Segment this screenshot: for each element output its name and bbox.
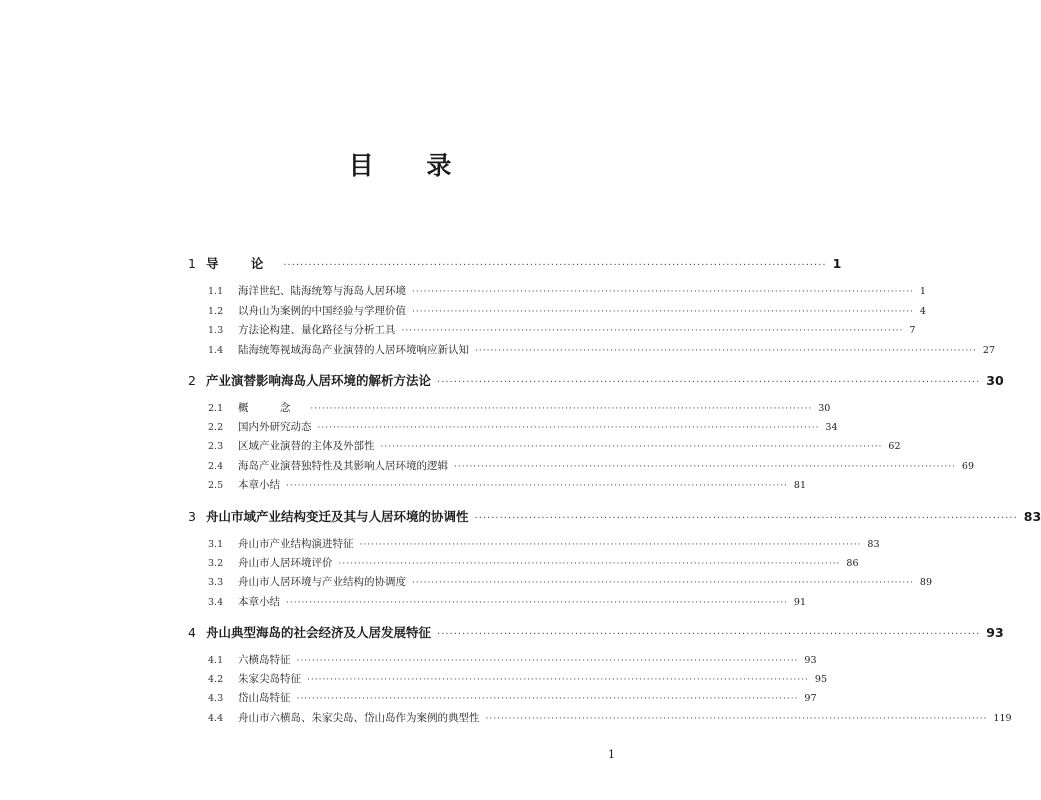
section-title: 方法论构建、量化路径与分析工具	[238, 324, 396, 336]
section-number: 3.3	[208, 577, 224, 588]
leader-dots: ··································································································································	[437, 629, 981, 640]
page-ref: 83	[1023, 509, 1041, 524]
toc-section-3-2[interactable]	[188, 555, 859, 570]
section-number: 2.4	[208, 461, 224, 472]
section-number: 3.1	[208, 539, 224, 550]
page-ref: 97	[804, 693, 817, 704]
section-title: 朱家尖岛特征	[238, 673, 301, 685]
leader-dots: ··································································································································	[437, 377, 981, 388]
section-title: 海洋世纪、陆海统筹与海岛人居环境	[238, 285, 406, 297]
page-ref: 30	[986, 373, 1004, 388]
section-title: 国内外研究动态	[238, 421, 312, 433]
leader-dots: ··································································································································	[474, 513, 1018, 524]
page-ref: 1	[919, 286, 926, 297]
page-title: 目 录	[348, 151, 474, 180]
chapter-number: 1	[188, 256, 196, 271]
section-number: 4.1	[208, 655, 224, 666]
page-ref: 83	[867, 539, 880, 550]
toc-chapter-1[interactable]	[188, 254, 842, 272]
toc-section-4-4[interactable]	[188, 710, 1012, 725]
section-title: 区域产业演替的主体及外部性	[238, 440, 375, 452]
leader-dots: ··································································································································	[380, 442, 883, 452]
section-title: 海岛产业演替独特性及其影响人居环境的逻辑	[238, 460, 448, 472]
page-ref: 119	[993, 713, 1012, 724]
page-ref: 69	[961, 461, 975, 472]
page-ref: 7	[909, 325, 916, 336]
toc-chapter-2[interactable]	[188, 371, 1004, 389]
toc-section-2-4[interactable]	[188, 458, 975, 473]
toc-section-3-3[interactable]	[188, 574, 933, 589]
page-ref: 30	[818, 403, 831, 414]
leader-dots: ··································································································································	[310, 404, 813, 414]
toc-section-2-1[interactable]	[188, 400, 831, 415]
toc-chapter-3[interactable]	[188, 507, 1041, 525]
toc-section-4-2[interactable]	[188, 671, 828, 686]
chapter-number: 3	[188, 509, 196, 524]
section-number: 4.3	[208, 693, 224, 704]
leader-dots: ··································································································································	[412, 307, 914, 317]
page-ref: 1	[832, 256, 842, 271]
page-ref: 81	[793, 480, 807, 491]
toc-section-1-4[interactable]	[188, 342, 996, 357]
page-ref: 93	[986, 625, 1004, 640]
page-ref: 27	[982, 345, 996, 356]
section-number: 2.2	[208, 422, 224, 433]
section-title: 概 念	[238, 402, 305, 414]
leader-dots: ··································································································································	[307, 675, 809, 685]
section-number: 4.2	[208, 674, 224, 685]
leader-dots: ··································································································································	[359, 540, 862, 550]
section-title: 六横岛特征	[238, 654, 291, 666]
leader-dots: ··································································································································	[412, 287, 914, 297]
toc-section-1-2[interactable]	[188, 303, 926, 318]
chapter-title: 导 论	[206, 256, 278, 271]
page-ref: 89	[919, 577, 933, 588]
section-number: 1.3	[208, 325, 224, 336]
leader-dots: ··································································································································	[475, 346, 977, 356]
toc-chapter-4[interactable]	[188, 623, 1004, 641]
leader-dots: ··································································································································	[296, 656, 799, 666]
chapter-title: 舟山市域产业结构变迁及其与人居环境的协调性	[206, 509, 469, 524]
leader-dots: ··································································································································	[296, 694, 799, 704]
section-number: 2.5	[208, 480, 224, 491]
leader-dots: ··································································································································	[286, 481, 788, 491]
leader-dots: ··································································································································	[454, 462, 956, 472]
toc-section-2-5[interactable]	[188, 477, 807, 492]
toc-section-3-4[interactable]	[188, 594, 807, 609]
toc-section-1-3[interactable]	[188, 322, 916, 337]
toc-section-2-3[interactable]	[188, 438, 901, 453]
page-ref: 91	[793, 597, 807, 608]
section-number: 3.4	[208, 597, 224, 608]
chapter-title: 产业演替影响海岛人居环境的解析方法论	[206, 373, 432, 388]
section-title: 本章小结	[238, 479, 280, 491]
toc-section-2-2[interactable]	[188, 419, 838, 434]
chapter-number: 4	[188, 625, 196, 640]
toc-section-4-1[interactable]	[188, 652, 817, 667]
section-number: 1.2	[208, 306, 224, 317]
leader-dots: ··································································································································	[317, 423, 820, 433]
chapter-title: 舟山典型海岛的社会经济及人居发展特征	[206, 625, 432, 640]
section-title: 舟山市人居环境评价	[238, 557, 333, 569]
page-ref: 34	[825, 422, 838, 433]
leader-dots: ··································································································································	[412, 578, 914, 588]
section-title: 舟山市六横岛、朱家尖岛、岱山岛作为案例的典型性	[238, 712, 480, 724]
section-title: 舟山市产业结构演进特征	[238, 538, 354, 550]
leader-dots: ··································································································································	[401, 326, 904, 336]
leader-dots: ··································································································································	[283, 260, 827, 271]
section-title: 舟山市人居环境与产业结构的协调度	[238, 576, 406, 588]
page-ref: 95	[814, 674, 828, 685]
leader-dots: ··································································································································	[485, 714, 988, 724]
page-ref: 86	[846, 558, 859, 569]
leader-dots: ··································································································································	[286, 598, 788, 608]
section-title: 本章小结	[238, 596, 280, 608]
section-number: 2.3	[208, 441, 224, 452]
toc-section-3-1[interactable]	[188, 536, 880, 551]
toc-section-1-1[interactable]	[188, 283, 926, 298]
chapter-number: 2	[188, 373, 196, 388]
section-number: 2.1	[208, 403, 224, 414]
section-number: 4.4	[208, 713, 224, 724]
leader-dots: ··································································································································	[338, 559, 841, 569]
section-title: 陆海统筹视域海岛产业演替的人居环境响应新认知	[238, 344, 469, 356]
page-ref: 62	[888, 441, 901, 452]
section-number: 1.4	[208, 345, 224, 356]
page-number: 1	[608, 748, 615, 761]
section-number: 1.1	[208, 286, 224, 297]
section-title: 以舟山为案例的中国经验与学理价值	[238, 305, 406, 317]
section-title: 岱山岛特征	[238, 692, 291, 704]
page-ref: 4	[919, 306, 926, 317]
section-number: 3.2	[208, 558, 224, 569]
toc-section-4-3[interactable]	[188, 690, 817, 705]
page-ref: 93	[804, 655, 817, 666]
